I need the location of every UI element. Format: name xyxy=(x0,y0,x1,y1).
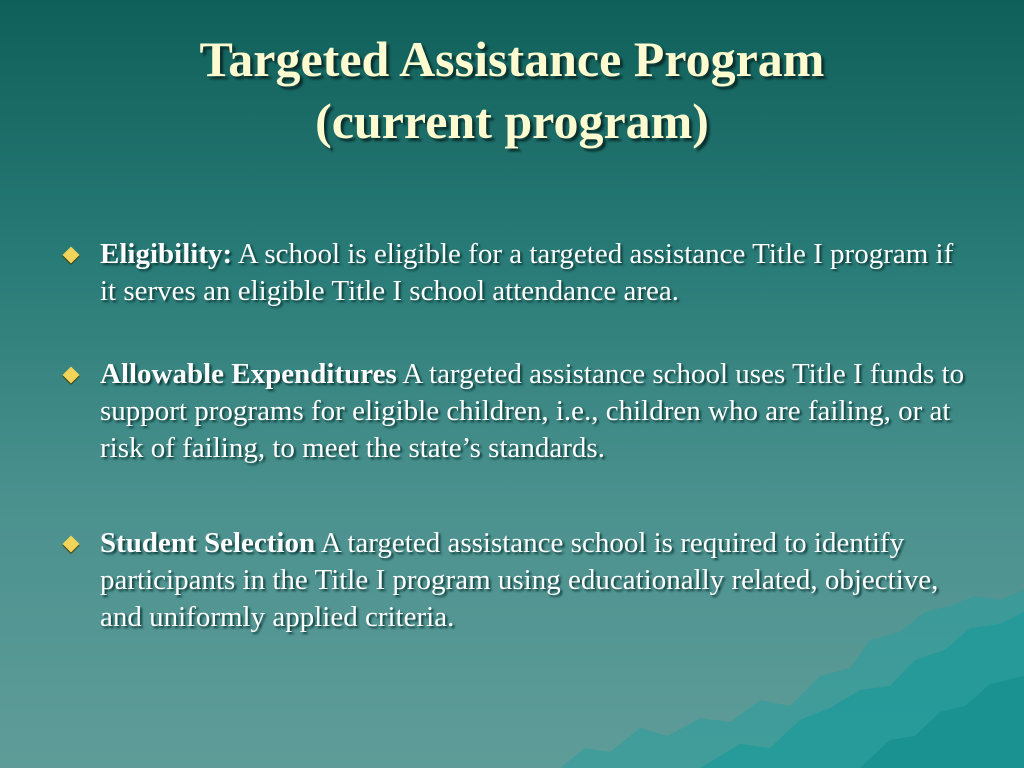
bullet-term: Allowable Expenditures xyxy=(100,358,397,390)
bullet-eligibility xyxy=(62,236,967,310)
title-line-2: (current program) xyxy=(315,93,709,149)
title-line-1: Targeted Assistance Program xyxy=(199,31,825,87)
bullet-student-selection xyxy=(62,525,967,636)
bullet-text: A school is eligible for a targeted assistance Title I program if it serves an eligible Title I school attendance area. xyxy=(100,238,954,307)
slide-title xyxy=(0,28,1024,152)
bullet-text: A targeted assistance school is required to identify participants in the Title I program using educationally related, objective, and uniformly applied criteria. xyxy=(100,527,939,633)
diamond-bullet-icon xyxy=(63,367,80,384)
bullet-term: Eligibility: xyxy=(100,238,233,270)
bullet-list xyxy=(62,236,967,636)
diamond-bullet-icon xyxy=(63,247,80,264)
bullet-text: A targeted assistance school uses Title I funds to support programs for eligible children, i.e., children who are failing, or at risk of failing, to meet the state’s standards. xyxy=(100,358,965,464)
diamond-bullet-icon xyxy=(63,536,80,553)
bullet-allowable-expenditures xyxy=(62,356,967,467)
bullet-term: Student Selection xyxy=(100,527,316,559)
